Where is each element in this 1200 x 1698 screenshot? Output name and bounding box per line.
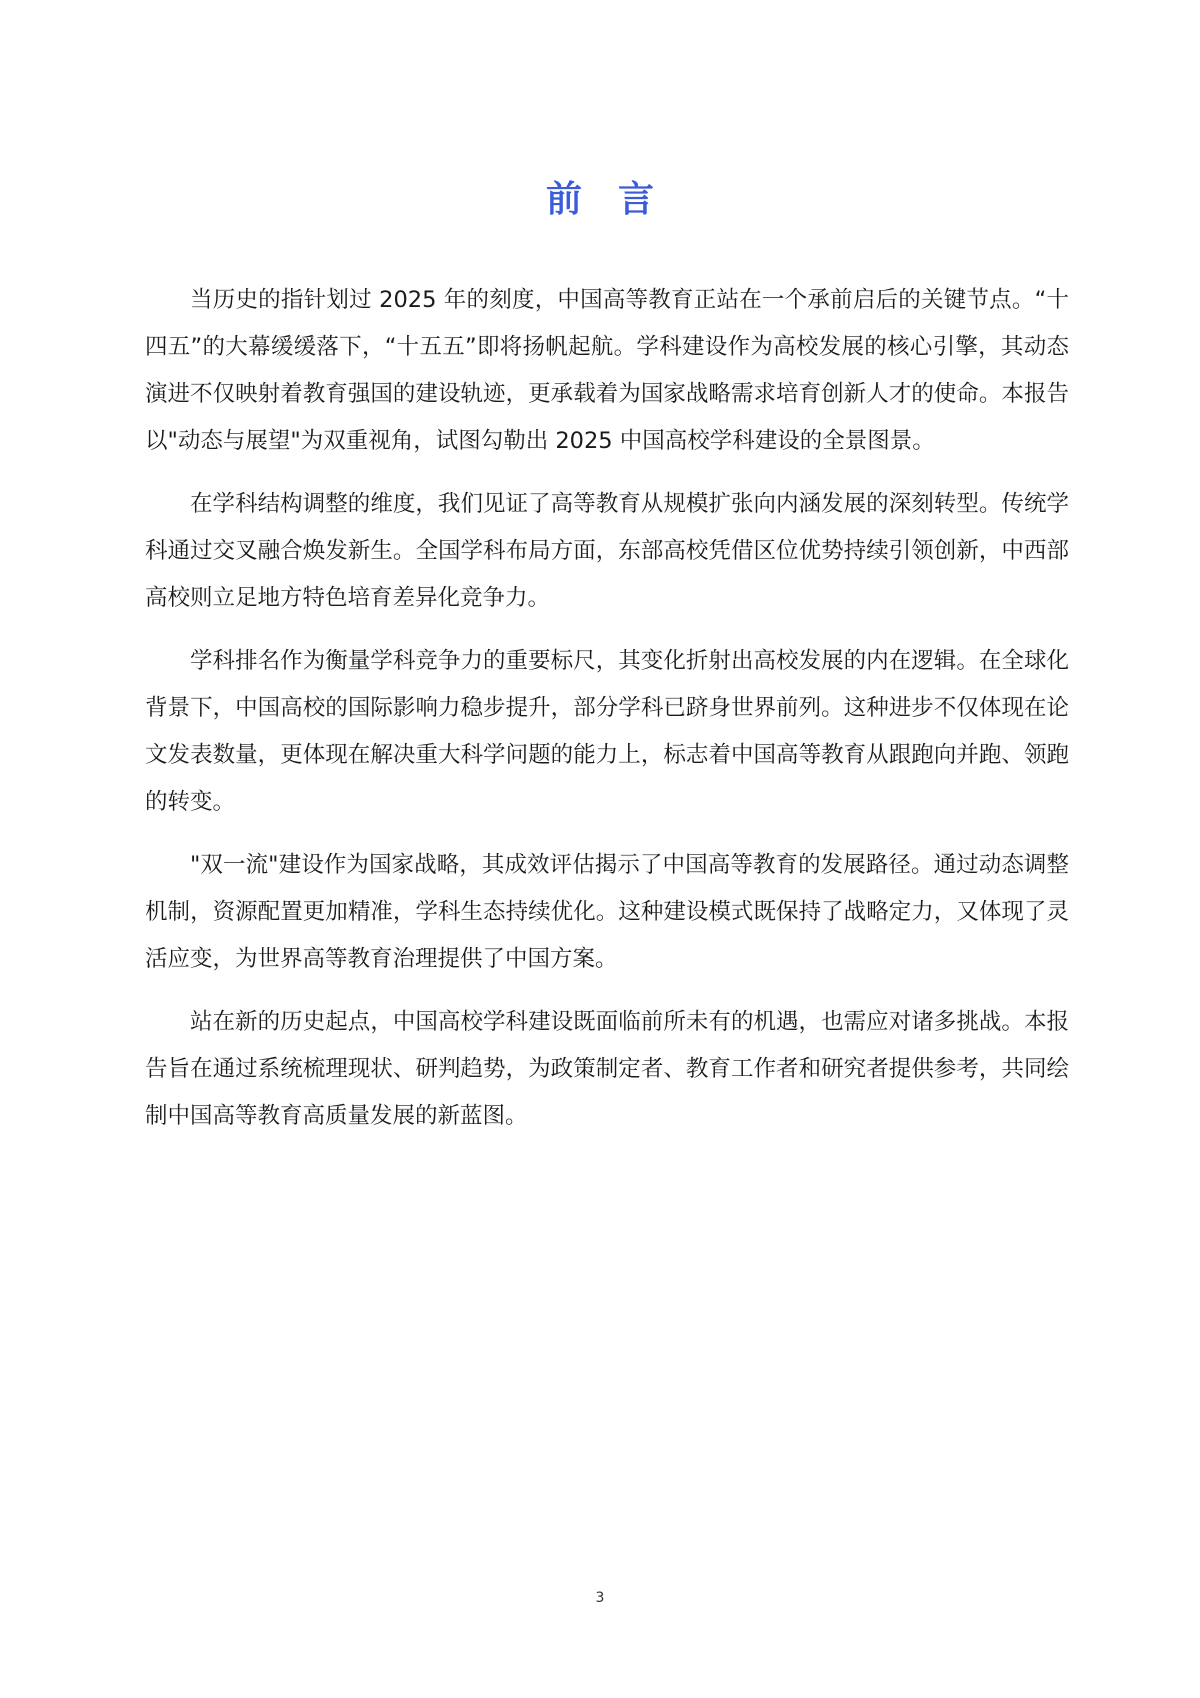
paragraph: 在学科结构调整的维度，我们见证了高等教育从规模扩张向内涵发展的深刻转型。传统学科通过交叉融合焕发新生。全国学科布局方面，东部高校凭借区位优势持续引领创新，中西部高校则立足地方特色培育差异化竞争力。 [145,491,1069,611]
page-title: 前言 [545,179,690,220]
page-number: 3 [595,1590,605,1606]
paragraph: "双一流"建设作为国家战略，其成效评估揭示了中国高等教育的发展路径。通过动态调整机制，资源配置更加精准，学科生态持续优化。这种建设模式既保持了战略定力，又体现了灵活应变，为世界高等教育治理提供了中国方案。 [145,852,1069,972]
paragraph: 站在新的历史起点，中国高校学科建设既面临前所未有的机遇，也需应对诸多挑战。本报告旨在通过系统梳理现状、研判趋势，为政策制定者、教育工作者和研究者提供参考，共同绘制中国高等教育高质量发展的新蓝图。 [145,1009,1069,1129]
paragraph: 学科排名作为衡量学科竞争力的重要标尺，其变化折射出高校发展的内在逻辑。在全球化背景下，中国高校的国际影响力稳步提升，部分学科已跻身世界前列。这种进步不仅体现在论文发表数量，更体现在解决重大科学问题的能力上，标志着中国高等教育从跟跑向并跑、领跑的转变。 [145,648,1069,815]
preface-body [145,277,1069,1156]
paragraph: 当历史的指针划过 2025 年的刻度，中国高等教育正站在一个承前启后的关键节点。“十四五”的大幕缓缓落下，“十五五”即将扬帆起航。学科建设作为高校发展的核心引擎，其动态演进不仅映射着教育强国的建设轨迹，更承载着为国家战略需求培育创新人才的使命。本报告以"动态与展望"为双重视角，试图勾勒出 2025 中国高校学科建设的全景图景。 [145,287,1069,454]
